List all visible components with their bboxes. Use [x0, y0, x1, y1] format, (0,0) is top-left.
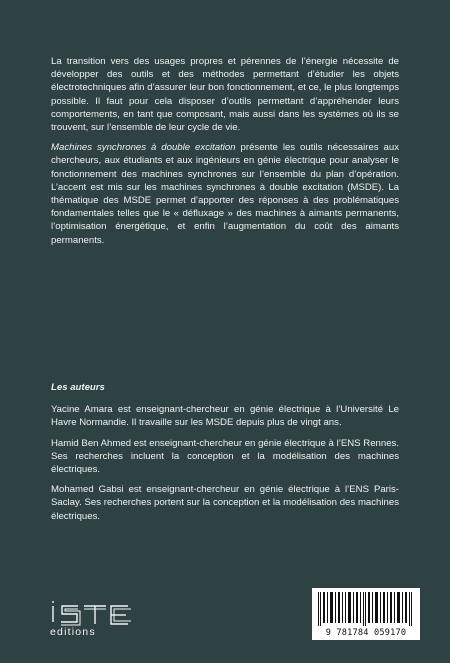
isbn-barcode — [312, 588, 420, 640]
authors-heading: Les auteurs — [51, 382, 105, 393]
isbn-number: 9 781784 059170 — [325, 628, 407, 638]
logo-editions-text: editions — [50, 626, 96, 638]
description-paragraph-1: La transition vers des usages propres et pérennes de l’énergie nécessite de développer des outils et des méthodes permettant d’étudier les objets électrotechniques afin d’assurer leur bon fonctionnement, et ce, le plus longtemps possible. Il faut pour cela disposer d’outils permettant d’appréhender leurs comportements, en tant que composant, mais aussi dans les systèmes où ils se trouvent, sur l’ensemble de leur cycle de vie. — [51, 56, 399, 134]
back-cover-description — [51, 55, 399, 254]
book-title-inline: Machines synchrones à double excitation — [51, 142, 236, 154]
author-bio-3: Mohamed Gabsi est enseignant-chercheur en génie électrique à l’ENS Paris-Saclay. Ses recherches portent sur la conception et la modélisation des machines électriques. — [51, 484, 399, 522]
barcode-bars — [317, 592, 415, 626]
authors-section — [51, 381, 399, 530]
author-bio-1: Yacine Amara est enseignant-chercheur en génie électrique à l’Université Le Havre Normandie. Il travaille sur les MSDE depuis plus de vingt ans. — [51, 404, 399, 429]
description-paragraph-2 — [51, 141, 399, 247]
author-bio-2: Hamid Ben Ahmed est enseignant-chercheur en génie électrique à l’ENS Rennes. Ses recherches incluent la conception et la modélisation des machines électriques. — [51, 437, 399, 476]
description-paragraph-2-text: présente les outils nécessaires aux chercheurs, aux étudiants et aux ingénieurs en génie électrique pour analyser le fonctionnement des machines synchrones sur l’ensemble du plan d’opération. L’accent est mis sur les machines synchrones à double excitation (MSDE). La thématique des MSDE permet d’apporter des réponses à des problématiques fondamentales telles que le « défluxage » des machines à aimants permanents, l’optimisation énergétique, et enfin l’augmentation du coût des aimants permanents. — [51, 142, 399, 246]
iste-editions-logo — [48, 598, 142, 638]
